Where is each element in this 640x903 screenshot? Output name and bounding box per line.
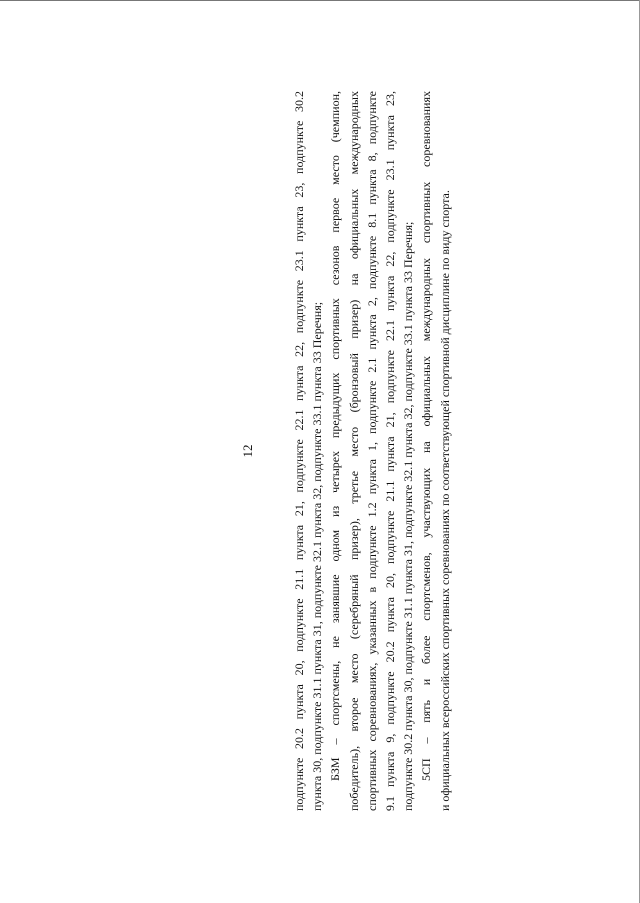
text-line: подпункте 20.2 пункта 20, подпункте 21.1 пункта 21, подпункте 22.1 пункта 22, подпункте 23.1 пункта 23, подпункте 30.2 xyxy=(292,91,306,811)
text-line: и официальных всероссийских спортивных соревнованиях по соответствующей спортивной дисциплине по виду спорта. xyxy=(437,190,452,811)
document-body xyxy=(290,91,454,811)
text-line: пункта 30, подпункте 31.1 пункта 31, подпункте 32.1 пункта 32, подпункте 33.1 пункта 33 Перечня; xyxy=(310,301,325,811)
text-line: победитель), второе место (серебряный призер), третье место (бронзовый призер) на официальных международных xyxy=(346,91,361,811)
text-line: 5СП – пять и более спортсменов, участвующих на официальных международных спортивных соревнованиях xyxy=(419,91,434,781)
scan-border-top xyxy=(0,0,640,1)
text-line: БЗМ – спортсмены, не занявшие одном из четырех предыдущих спортивных сезонов первое место (чемпион, xyxy=(328,91,343,781)
page-number: 12 xyxy=(240,444,255,458)
text-line: спортивных соревнованиях, указанных в подпункте 1.2 пункта 1, подпункте 2.1 пункта 2, подпункте 8.1 пункта 8, подпункте xyxy=(364,91,379,811)
rotated-page xyxy=(240,91,452,811)
text-line: 9.1 пункта 9, подпункте 20.2 пункта 20, подпункте 21.1 пункта 21, подпункте 22.1 пункта 22, подпункте 23.1 пункта 23, xyxy=(382,91,397,811)
text-line: подпункте 30.2 пункта 30, подпункте 31.1 пункта 31, подпункте 32.1 пункта 32, подпункте 33.1 пункта 33 Перечня; xyxy=(401,221,416,811)
